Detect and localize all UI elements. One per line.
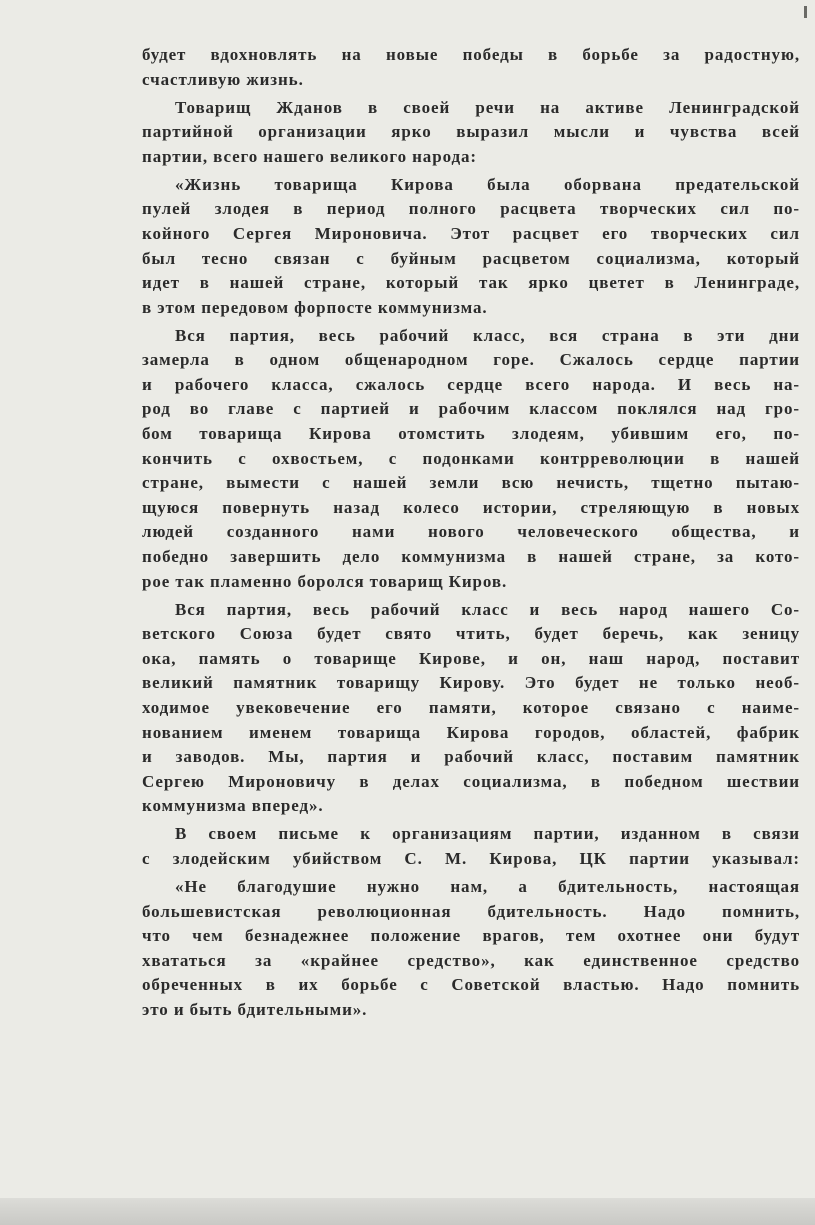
paragraph: [142, 173, 800, 321]
text-line: «Жизнь товарища Кирова была оборвана предательской: [175, 174, 800, 194]
text-line: щуюся повернуть назад колесо истории, стреляющую в новых: [142, 497, 800, 517]
text-line: будет вдохновлять на новые победы в борьбе за радостную,: [142, 45, 800, 64]
text-line: в этом передовом форпосте коммунизма.: [142, 297, 488, 317]
text-line: кончить с охвостьем, с подонками контрреволюции в нашей: [142, 448, 800, 468]
text-line: бом товарища Кирова отомстить злодеям, убившим его, по-: [142, 424, 800, 444]
text-line: великий памятник товарищу Кирову. Это будет не только необ-: [142, 673, 800, 693]
text-line: ветского Союза будет свято чтить, будет беречь, как зеницу: [142, 624, 800, 644]
page-body-text: [142, 43, 800, 1026]
text-line: пулей злодея в период полного расцвета творческих сил по-: [142, 199, 800, 219]
text-line: род во главе с партией и рабочим классом поклялся над гро-: [142, 399, 800, 419]
text-line: замерла в одном общенародном горе. Сжалось сердце партии: [142, 350, 800, 370]
text-line: ока, память о товарище Кирове, и он, наш народ, поставит: [142, 648, 800, 668]
text-line: партийной организации ярко выразил мысли и чувства всей: [142, 122, 800, 142]
text-line: Вся партия, весь рабочий класс и весь народ нашего Со-: [175, 599, 800, 619]
text-line: хвататься за «крайнее средство», как единственное средство: [142, 950, 800, 970]
text-line: и заводов. Мы, партия и рабочий класс, поставим памятник: [142, 747, 800, 767]
text-line: победно завершить дело коммунизма в нашей стране, за кото-: [142, 547, 800, 567]
text-line: это и быть бдительными».: [142, 999, 368, 1019]
text-line: партии, всего нашего великого народа:: [142, 146, 477, 166]
scan-artifact-mark: [804, 6, 807, 18]
text-line: В своем письме к организациям партии, изданном в связи: [175, 824, 800, 844]
text-line: «Не благодушие нужно нам, а бдительность, настоящая: [175, 876, 800, 896]
paragraph: [142, 598, 800, 819]
text-line: койного Сергея Мироновича. Этот расцвет его творческих сил: [142, 223, 800, 243]
paragraph: [142, 324, 800, 595]
text-line: нованием именем товарища Кирова городов, областей, фабрик: [142, 722, 800, 742]
paragraph: [142, 96, 800, 170]
text-line: коммунизма вперед».: [142, 796, 324, 816]
paragraph: [142, 822, 800, 871]
text-line: счастливую жизнь.: [142, 69, 304, 89]
text-line: ходимое увековечение его памяти, которое связано с наиме-: [142, 698, 800, 717]
text-line: рое так пламенно боролся товарищ Киров.: [142, 571, 508, 591]
text-line: был тесно связан с буйным расцветом социализма, который: [142, 248, 800, 268]
text-line: обреченных в их борьбе с Советской властью. Надо помнить: [142, 975, 800, 995]
text-line: с злодейским убийством С. М. Кирова, ЦК партии указывал:: [142, 848, 800, 868]
text-line: что чем безнадежнее положение врагов, тем охотнее они будут: [142, 926, 800, 946]
text-line: идет в нашей стране, который так ярко цветет в Ленинграде,: [142, 273, 800, 293]
page-bottom-edge: [0, 1198, 815, 1225]
text-line: стране, вымести с нашей земли всю нечисть, тщетно пытаю-: [142, 473, 800, 493]
text-line: людей созданного нами нового человеческого общества, и: [142, 522, 800, 542]
text-line: Сергею Мироновичу в делах социализма, в победном шествии: [142, 771, 800, 791]
text-line: Товарищ Жданов в своей речи на активе Ленинградской: [175, 97, 800, 117]
text-line: Вся партия, весь рабочий класс, вся страна в эти дни: [175, 325, 800, 345]
text-line: и рабочего класса, сжалось сердце всего народа. И весь на-: [142, 374, 800, 394]
paragraph: [142, 875, 800, 1023]
text-line: большевистская революционная бдительность. Надо помнить,: [142, 901, 800, 921]
paragraph: [142, 43, 800, 92]
